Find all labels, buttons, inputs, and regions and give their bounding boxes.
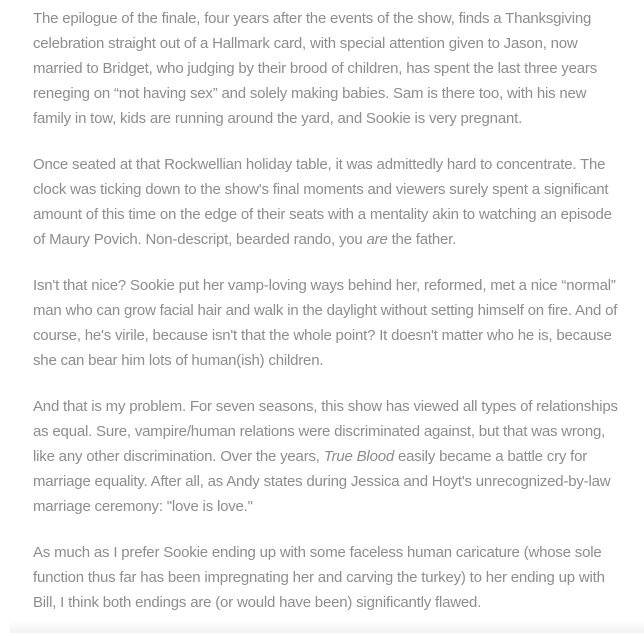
text-segment: easily became a battle cry for marriage equality. After all, as Andy states during Jessica and Hoyt's unrecognized-by-law marriage ceremony: "love is love." [33, 448, 611, 515]
paragraph [33, 152, 625, 252]
text-segment: the father. [387, 231, 457, 248]
paragraph [33, 273, 625, 373]
italic-text-segment: True Blood [323, 448, 394, 465]
paragraph [33, 6, 625, 131]
text-segment: Once seated at that Rockwellian holiday table, it was admittedly hard to concentrate. The clock was ticking down to the show's final moments and viewers surely spent a significant amount of this time on the edge of their seats with a mentality akin to watching an episode of Maury Povich. Non-descript, bearded rando, you [33, 156, 612, 248]
article-body [33, 6, 625, 636]
text-segment: And that is my problem. For seven seasons, this show has viewed all types of relationships as equal. Sure, vampire/human relations were discriminated against, but that was wrong, like any other discrimination. Over the years, [33, 398, 618, 465]
paragraph [33, 540, 625, 615]
paragraph [33, 394, 625, 519]
text-segment: As much as I prefer Sookie ending up with some faceless human caricature (whose sole function thus far has been impregnating her and carving the turkey) to her ending up with Bill, I think both endings are (or would have been) significantly flawed. [33, 544, 605, 611]
italic-text-segment: are [366, 231, 388, 248]
next-section-edge [10, 621, 644, 633]
text-segment: Isn't that nice? Sookie put her vamp-loving ways behind her, reformed, met a nice “normal” man who can grow facial hair and walk in the daylight without setting himself on fire. And of course, he's virile, because isn't that the whole point? It doesn't matter who he is, because she can bear him lots of human(ish) children. [33, 277, 618, 369]
text-segment: The epilogue of the finale, four years after the events of the show, finds a Thanksgiving celebration straight out of a Hallmark card, with special attention given to Jason, now married to Bridget, who judging by their brood of children, has spent the last three years reneging on “not having sex” and solely making babies. Sam is there too, with his new family in tow, kids are running around the yard, and Sookie is very pregnant. [33, 10, 597, 127]
